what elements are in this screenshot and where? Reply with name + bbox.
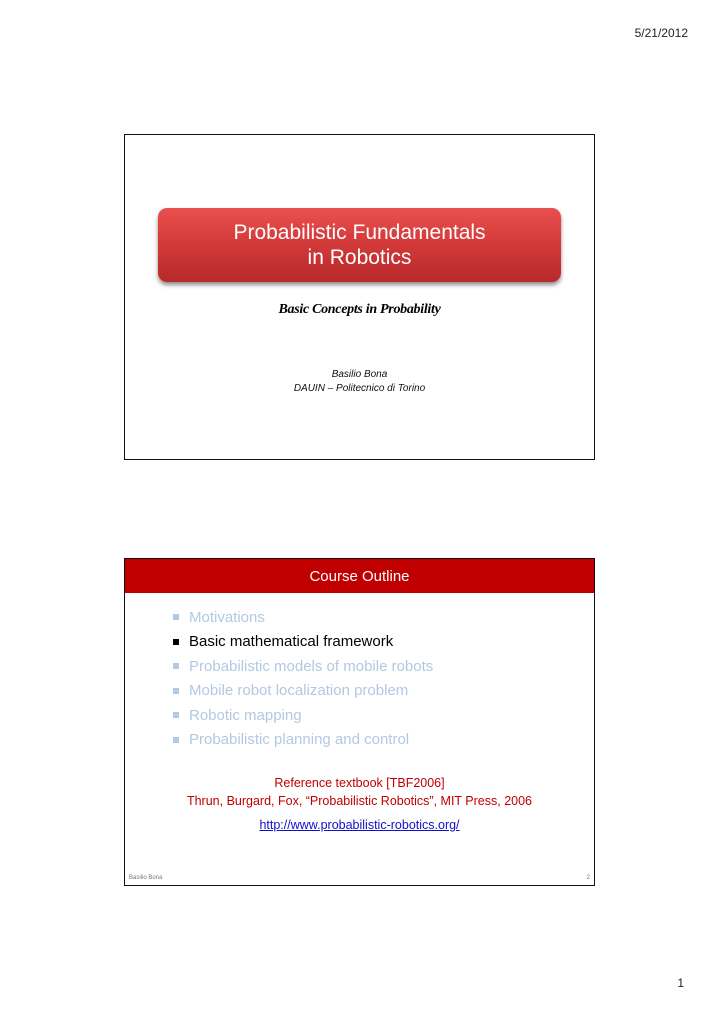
outline-item-label: Basic mathematical framework bbox=[189, 633, 394, 651]
outline-item-math-framework bbox=[173, 630, 433, 655]
outline-item-models bbox=[173, 654, 433, 679]
outline-item-planning bbox=[173, 728, 433, 753]
square-bullet-icon bbox=[173, 639, 179, 645]
outline-item-label: Probabilistic planning and control bbox=[189, 731, 410, 749]
reference-text: Thrun, Burgard, Fox, “Probabilistic Robotics”, MIT Press, 2006 bbox=[186, 794, 533, 808]
outline-item-label: Motivations bbox=[189, 608, 265, 626]
square-bullet-icon bbox=[173, 663, 179, 669]
title-line-2: in Robotics bbox=[307, 246, 412, 269]
outline-item-label: Robotic mapping bbox=[189, 706, 302, 724]
square-bullet-icon bbox=[173, 688, 179, 694]
slide-footer-author: Basilio Bona bbox=[129, 875, 163, 881]
page-date: 5/21/2012 bbox=[634, 26, 688, 40]
slide-title: Course Outline bbox=[309, 567, 410, 585]
title-banner bbox=[158, 208, 561, 282]
outline-item-mapping bbox=[173, 703, 433, 728]
slide-header bbox=[125, 559, 594, 593]
outline-item-localization bbox=[173, 679, 433, 704]
outline-list bbox=[173, 605, 433, 752]
square-bullet-icon bbox=[173, 614, 179, 620]
outline-item-motivations bbox=[173, 605, 433, 630]
outline-item-label: Mobile robot localization problem bbox=[189, 682, 409, 700]
reference-link[interactable]: http://www.probabilistic-robotics.org/ bbox=[259, 818, 460, 832]
outline-slide bbox=[124, 558, 595, 886]
slide-subtitle: Basic Concepts in Probability bbox=[278, 302, 441, 317]
outline-item-label: Probabilistic models of mobile robots bbox=[189, 657, 434, 675]
author-name: Basilio Bona bbox=[331, 369, 388, 380]
title-line-1: Probabilistic Fundamentals bbox=[233, 221, 486, 244]
slide-footer-number: 2 bbox=[586, 875, 590, 881]
reference-title: Reference textbook [TBF2006] bbox=[274, 776, 445, 790]
square-bullet-icon bbox=[173, 737, 179, 743]
page-number: 1 bbox=[677, 976, 684, 990]
author-block bbox=[125, 368, 594, 396]
reference-block bbox=[125, 774, 594, 834]
author-affiliation: DAUIN – Politecnico di Torino bbox=[293, 383, 426, 394]
square-bullet-icon bbox=[173, 712, 179, 718]
title-slide bbox=[124, 134, 595, 460]
